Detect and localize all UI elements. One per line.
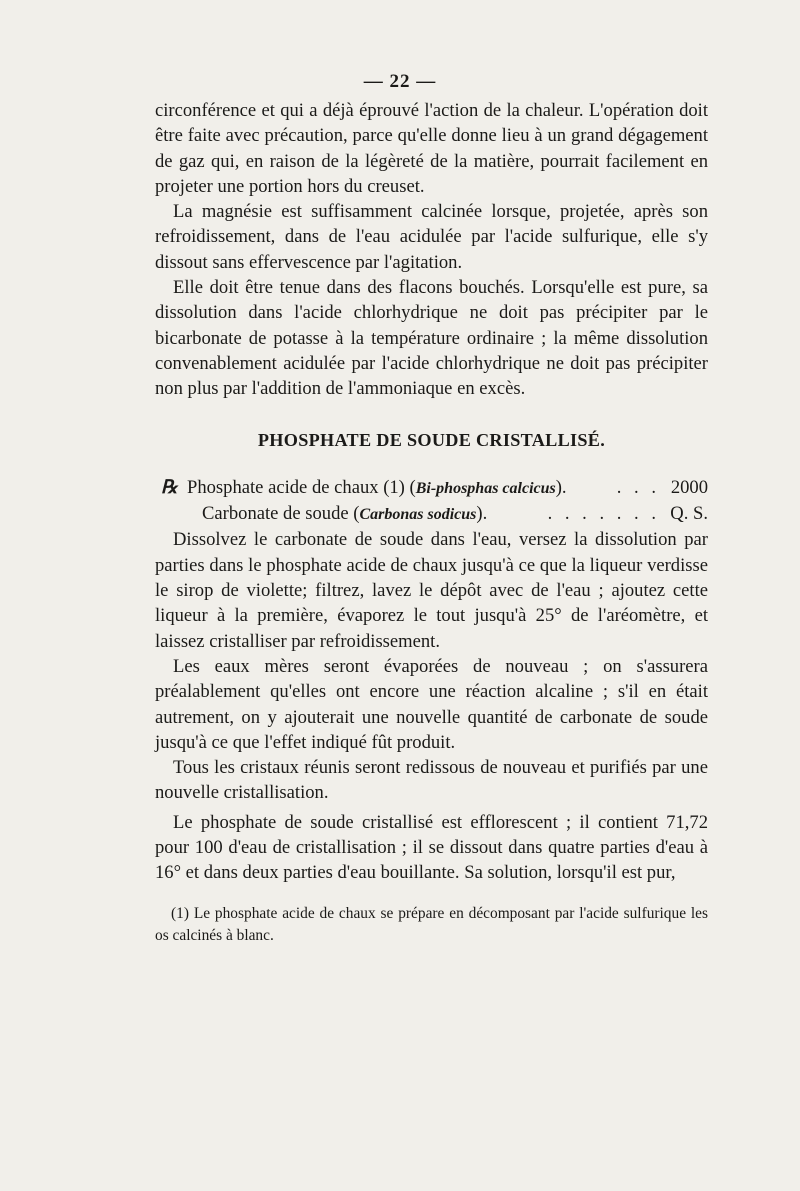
ingredient-quantity: Q. S.: [670, 503, 708, 525]
recipe-line: [155, 475, 708, 501]
paragraph-storage-purity: Elle doit être tenue dans des flacons bouchés. Lorsqu'elle est pure, sa dissolution dans l'acide chlorhydrique ne doit pas précipiter par le bicarbonate de potasse à la température ordinaire ; la même dissolution convenablement acidulée par l'acide chlorhydrique ne doit pas précipiter non plus par l'addition de l'ammoniaque en excès.: [155, 277, 708, 400]
recipe-ingredient: [155, 475, 567, 501]
section-title: PHOSPHATE DE SOUDE CRISTALLISÉ.: [257, 429, 606, 450]
ingredient-name: Carbonate de soude (: [202, 503, 360, 525]
leader-dots: . . .: [616, 476, 660, 498]
leader-dots: . . . . . . .: [547, 503, 660, 525]
latin-name: Carbonas sodicus: [359, 506, 477, 524]
recipe-ingredient: [155, 501, 487, 527]
body-text: [155, 98, 708, 886]
latin-name: Bi-phosphas calcicus: [415, 479, 556, 497]
paragraph-procedure: Dissolvez le carbonate de soude dans l'eau, versez la dissolution par parties dans le phosphate acide de chaux jusqu'à ce que la liqueur verdisse le sirop de violette; filtrez, lavez le dépôt avec de l'eau ; ajoutez cette liqueur à la première, évaporez le tout jusqu'à 25° de l'aréomètre, et laissez cristalliser par refroidissement.: [155, 529, 708, 652]
page-number: — 22 —: [363, 71, 437, 92]
paragraph-calcination-test: La magnésie est suffisamment calcinée lorsque, projetée, après son refroidissement, dans de l'eau acidulée par l'acide sulfurique, elle s'y dissout sans effervescence par l'agitation.: [155, 201, 708, 273]
ingredient-close: ).: [476, 503, 488, 525]
recipe-line: [155, 501, 708, 527]
ingredient-name: Phosphate acide de chaux (1) (: [187, 476, 416, 498]
paragraph-mother-liquor: Les eaux mères seront évaporées de nouveau ; on s'assurera préalablement qu'elles ont encore une réaction alcaline ; s'il en était autrement, on y ajouterait une nouvelle quantité de carbonate de soude jusqu'à ce que l'effet indiqué fût produit.: [155, 655, 708, 753]
paragraph-properties: Le phosphate de soude cristallisé est efflorescent ; il contient 71,72 pour 100 d'eau de cristallisation ; il se dissout dans quatre parties d'eau à 16° et dans deux parties d'eau bouillante. Sa solution, lorsqu'il est pur,: [155, 811, 708, 884]
paragraph-recrystallization: Tous les cristaux réunis seront redissous de nouveau et purifiés par une nouvelle cristallisation.: [155, 757, 708, 804]
recipe: [155, 475, 708, 528]
ingredient-quantity: 2000: [670, 476, 708, 498]
paragraph-continuation: circonférence et qui a déjà éprouvé l'action de la chaleur. L'opération doit être faite avec précaution, parce qu'elle donne lieu à un grand dégagement de gaz qui, en raison de la légèreté de la matière, pourrait facilement en projeter une portion hors du creuset.: [155, 100, 708, 197]
ingredient-close: ).: [555, 476, 567, 498]
footnote: (1) Le phosphate acide de chaux se prépare en décomposant par l'acide sulfurique les os calcinés à blanc.: [155, 905, 708, 944]
recipe-symbol: ℞: [161, 476, 178, 498]
